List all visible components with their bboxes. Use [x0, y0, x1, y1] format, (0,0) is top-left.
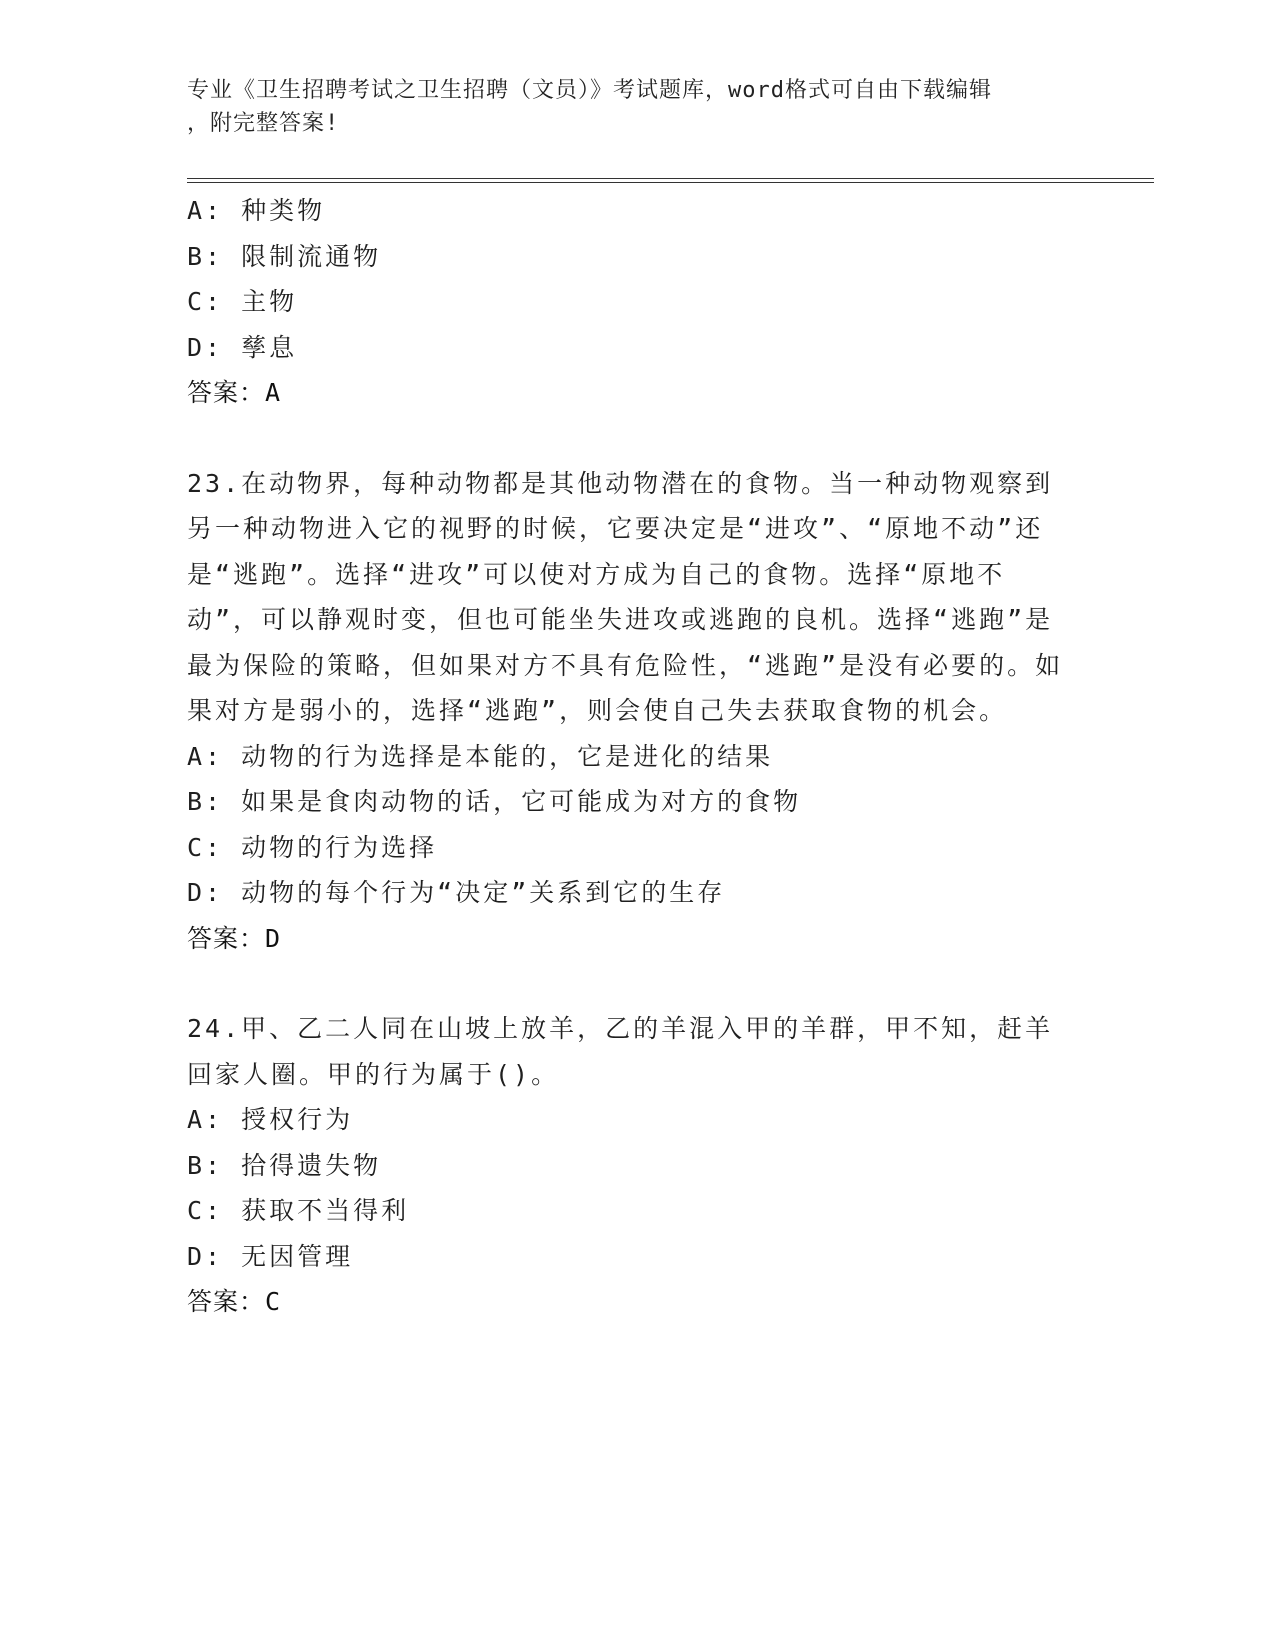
option-c: C: 获取不当得利: [187, 1196, 410, 1225]
answer-line: [187, 370, 1087, 416]
option-b: B: 限制流通物: [187, 241, 382, 271]
option-c: C: 动物的行为选择: [187, 832, 438, 862]
option-d: D: 无因管理: [187, 1241, 354, 1271]
question-22: [187, 188, 1087, 416]
question-24: [187, 1006, 1087, 1325]
option-a: A: 种类物: [187, 196, 326, 225]
header-double-rule: [187, 178, 1154, 183]
answer-line: [187, 916, 1087, 962]
option-b: B: 如果是食肉动物的话，它可能成为对方的食物: [187, 787, 802, 816]
question-text: 24.甲、乙二人同在山坡上放羊，乙的羊混入甲的羊群，甲不知，赶羊回家人圈。甲的行为属于()。: [187, 1014, 1054, 1089]
option-d: D: 动物的每个行为“决定”关系到它的生存: [187, 878, 726, 907]
answer-label: 答案：: [187, 1287, 266, 1316]
header-line-2: ，附完整答案!: [187, 111, 340, 136]
answer-value: C: [265, 1287, 282, 1316]
option-a: A: 授权行为: [187, 1105, 354, 1134]
answer-value: A: [265, 378, 282, 407]
header-line-1: 专业《卫生招聘考试之卫生招聘（文员）》考试题库，word格式可自由下载编辑: [187, 78, 992, 103]
answer-line: [187, 1279, 1087, 1325]
option-d: D: 孳息: [187, 332, 298, 362]
answer-label: 答案：: [187, 923, 266, 953]
answer-value: D: [265, 923, 282, 953]
option-a: A: 动物的行为选择是本能的，它是进化的结果: [187, 741, 774, 771]
question-list: [187, 188, 1087, 1325]
option-c: C: 主物: [187, 287, 298, 316]
document-header: [187, 74, 1067, 140]
question-23: [187, 461, 1087, 962]
answer-label: 答案：: [187, 378, 266, 407]
question-text: 23.在动物界，每种动物都是其他动物潜在的食物。当一种动物观察到另一种动物进入它的视野的时候，它要决定是“进攻”、“原地不动”还是“逃跑”。选择“进攻”可以使对方成为自己的食物。选择“原地不动”，可以静观时变，但也可能坐失进攻或逃跑的良机。选择“逃跑”是最为保险的策略，但如果对方不具有危险性，“逃跑”是没有必要的。如果对方是弱小的，选择“逃跑”，则会使自己失去获取食物的机会。: [187, 468, 1064, 725]
option-b: B: 拾得遗失物: [187, 1150, 382, 1180]
